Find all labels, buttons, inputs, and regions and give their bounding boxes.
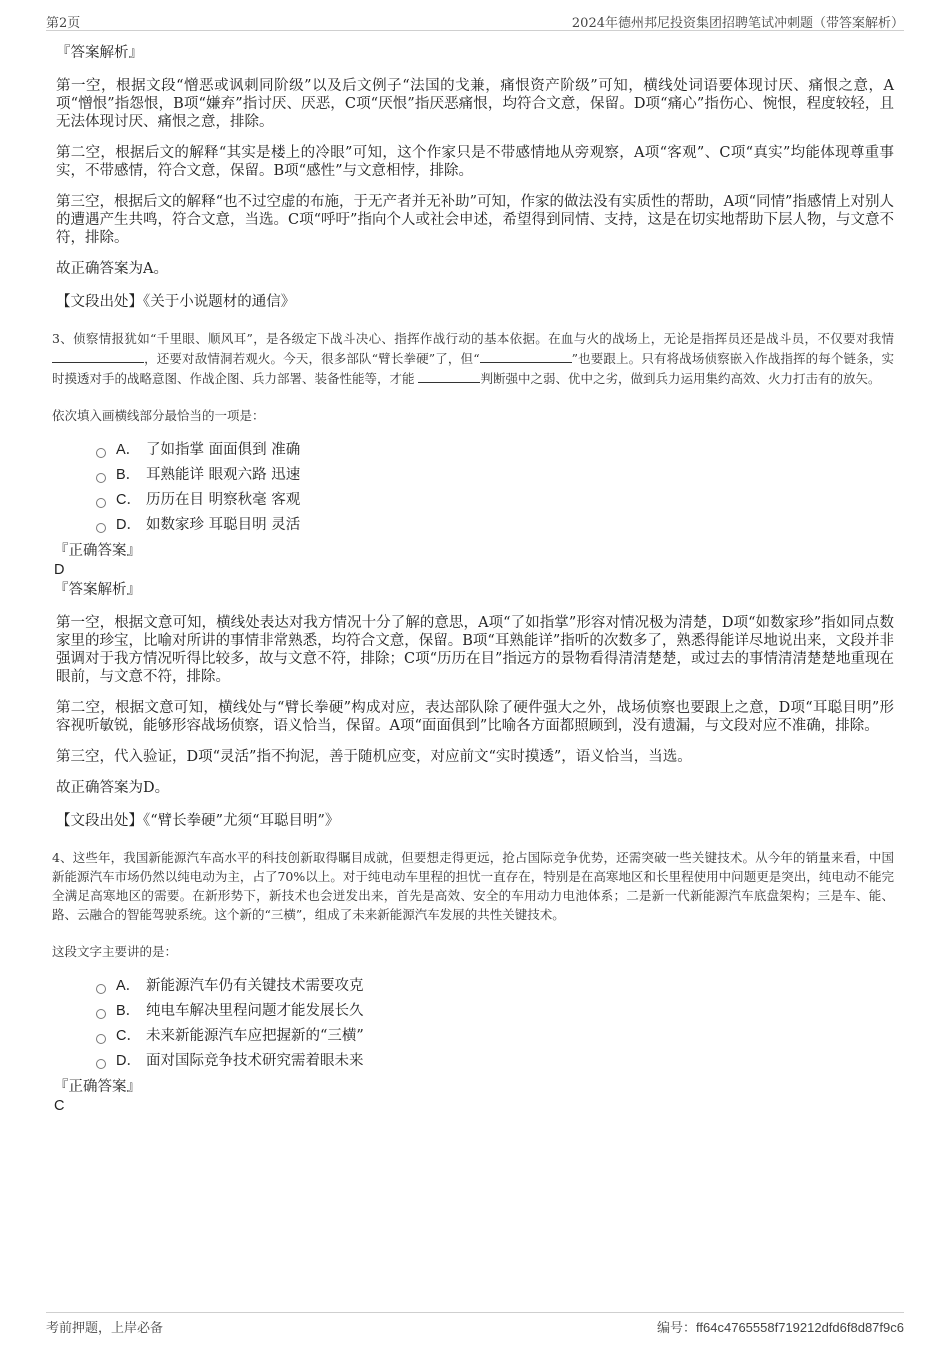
q3-analysis-para-3: 第三空，代入验证，D项“灵活”指不拘泥，善于随机应变，对应前文“实时摸透”，语义恰当，当选。 (56, 749, 692, 765)
q4-option-c[interactable] (96, 1024, 894, 1049)
q3-text-part3: ”也要跟上。只有将战场侦察嵌入作战指挥的每个链条，实时摸透对手的战略意图、作战企图、兵力部署、装备性能等，才能 (52, 351, 894, 386)
q3-question-text (52, 329, 894, 388)
q4-options (96, 974, 894, 1074)
option-letter: D． (116, 1053, 141, 1069)
option-text: 面对国际竞争技术研究需着眼未来 (146, 1053, 364, 1069)
page-header (46, 8, 904, 31)
q3-answer-label: 『正确答案』 (54, 543, 141, 559)
radio-icon[interactable] (96, 984, 106, 994)
q2-analysis-para-3: 第三空，根据后文的解释“也不过空虚的布施，于无产者并无补助”可知，作家的做法没有实质性的帮助，A项“同情”指感情上对别人的遭遇产生共鸣，符合文意，当选。C项“呼吁”指向个人或社会申述，希望得到同情、支持，这是在切实地帮助下层人物，与文意不符，排除。 (56, 194, 894, 246)
option-text: 纯电车解决里程问题才能发展长久 (146, 1003, 364, 1019)
option-letter: C． (116, 492, 141, 508)
q4-prompt: 这段文字主要讲的是： (52, 944, 178, 959)
radio-icon[interactable] (96, 1034, 106, 1044)
q4-option-b[interactable] (96, 999, 894, 1024)
q2-conclusion: 故正确答案为A。 (56, 261, 168, 277)
option-letter: D． (116, 517, 141, 533)
page-number: 第2页 (46, 16, 81, 31)
option-letter: A． (116, 978, 141, 994)
footer-code-label: 编号： (657, 1321, 697, 1336)
q3-text-part2: ，还要对敌情洞若观火。今天，很多部队“臂长拳硬”了，但“ (144, 351, 480, 366)
radio-icon[interactable] (96, 523, 106, 533)
option-text: 耳熟能详 眼观六路 迅速 (146, 467, 301, 483)
q3-analysis-para-1: 第一空，根据文意可知，横线处表达对我方情况十分了解的意思，A项“了如指掌”形容对情况极为清楚，D项“如数家珍”指如同点数家里的珍宝，比喻对所讲的事情非常熟悉，均符合文意，保留。B项“耳熟能详”指听的次数多了，熟悉得能详尽地说出来，文段并非强调对于我方情况听得比较多，故与文意不符，排除；C项“历历在目”指远方的景物看得清清楚楚，或过去的事情清清楚楚地重现在眼前，与文意不符，排除。 (56, 615, 894, 685)
q3-text-part4: 判断强中之弱、优中之劣，做到兵力运用集约高效、火力打击有的放矢。 (480, 371, 881, 386)
radio-icon[interactable] (96, 473, 106, 483)
q3-option-a[interactable] (96, 438, 894, 463)
q3-answer: D (54, 562, 65, 578)
q3-options (96, 438, 894, 538)
radio-icon[interactable] (96, 498, 106, 508)
option-text: 了如指掌 面面俱到 准确 (146, 442, 301, 458)
option-letter: B． (116, 1003, 141, 1019)
option-text: 如数家珍 耳聪目明 灵活 (146, 517, 301, 533)
option-text: 新能源汽车仍有关键技术需要攻克 (146, 978, 364, 994)
main-content (52, 44, 894, 1115)
footer-code-value: ff64c4765558f719212dfd6f8d87f9c6 (696, 1320, 904, 1335)
q3-analysis-para-2: 第二空，根据文意可知，横线处与“臂长拳硬”构成对应，表达部队除了硬件强大之外，战场侦察也要跟上之意，D项“耳聪目明”形容视听敏锐，能够形容战场侦察，语义恰当，保留。A项“面面俱到”比喻各方面都照顾到，没有遗漏，与文段对应不准确，排除。 (56, 700, 894, 734)
page-footer (46, 1312, 904, 1337)
q3-option-b[interactable] (96, 463, 894, 488)
q2-analysis-para-1: 第一空，根据文段“憎恶或讽刺同阶级”以及后文例子“法国的戈兼，痛恨资产阶级”可知，横线处词语要体现讨厌、痛恨之意，A项“憎恨”指怨恨，B项“嫌弃”指讨厌、厌恶，C项“厌恨”指厌恶痛恨，均符合文意，保留。D项“痛心”指伤心、惋恨，程度较轻，且无法体现讨厌、痛恨之意，排除。 (56, 78, 894, 130)
option-letter: A． (116, 442, 141, 458)
q4-answer: C (54, 1098, 65, 1114)
option-letter: B． (116, 467, 141, 483)
q4-option-a[interactable] (96, 974, 894, 999)
q3-source: 【文段出处】《“臂长拳硬”尤须“耳聪目明”》 (56, 813, 340, 829)
q3-blank-3 (418, 368, 480, 383)
q2-source: 【文段出处】《关于小说题材的通信》 (56, 294, 296, 310)
q2-analysis-label: 『答案解析』 (56, 45, 143, 61)
document-title: 2024年德州邦尼投资集团招聘笔试冲刺题（带答案解析） (571, 16, 904, 31)
q3-analysis-label: 『答案解析』 (54, 582, 141, 598)
q4-question-text: 4、这些年，我国新能源汽车高水平的科技创新取得瞩目成就，但要想走得更远，抢占国际竞争优势，还需突破一些关键技术。从今年的销量来看，中国新能源汽车市场仍然以纯电动为主，占了70%以上。对于纯电动车里程的担忧一直存在，特别是在高寒地区和长里程使用中问题更是突出，纯电动不能完全满足高寒地区的需要。在新形势下，新技术也会迸发出来，首先是高效、安全的车用动力电池体系；二是新一代新能源汽车底盘架构；三是车、能、路、云融合的智能驾驶系统。这个新的“三横”，组成了未来新能源汽车发展的共性关键技术。 (52, 850, 894, 922)
option-text: 历历在目 明察秋毫 客观 (146, 492, 301, 508)
q3-prompt: 依次填入画横线部分最恰当的一项是： (52, 408, 265, 423)
q3-text-part1: 3、侦察情报犹如“千里眼、顺风耳”，是各级定下战斗决心、指挥作战行动的基本依据。在血与火的战场上，无论是指挥员还是战斗员，不仅要对我情 (52, 331, 894, 346)
q3-conclusion: 故正确答案为D。 (56, 780, 170, 796)
q4-answer-label: 『正确答案』 (54, 1079, 141, 1095)
option-text: 未来新能源汽车应把握新的“三横” (146, 1028, 364, 1044)
radio-icon[interactable] (96, 1059, 106, 1069)
q3-option-d[interactable] (96, 513, 894, 538)
q4-option-d[interactable] (96, 1049, 894, 1074)
q2-analysis-para-2: 第二空，根据后文的解释“其实是楼上的冷眼”可知，这个作家只是不带感情地从旁观察，A项“客观”、C项“真实”均能体现尊重事实，不带感情，符合文意，保留。B项“感性”与文意相悖，排除。 (56, 145, 894, 179)
footer-code (657, 1317, 904, 1336)
radio-icon[interactable] (96, 1009, 106, 1019)
radio-icon[interactable] (96, 448, 106, 458)
option-letter: C． (116, 1028, 141, 1044)
footer-slogan: 考前押题，上岸必备 (46, 1321, 164, 1336)
q3-option-c[interactable] (96, 488, 894, 513)
q3-blank-2 (480, 348, 572, 363)
q3-blank-1 (52, 348, 144, 363)
